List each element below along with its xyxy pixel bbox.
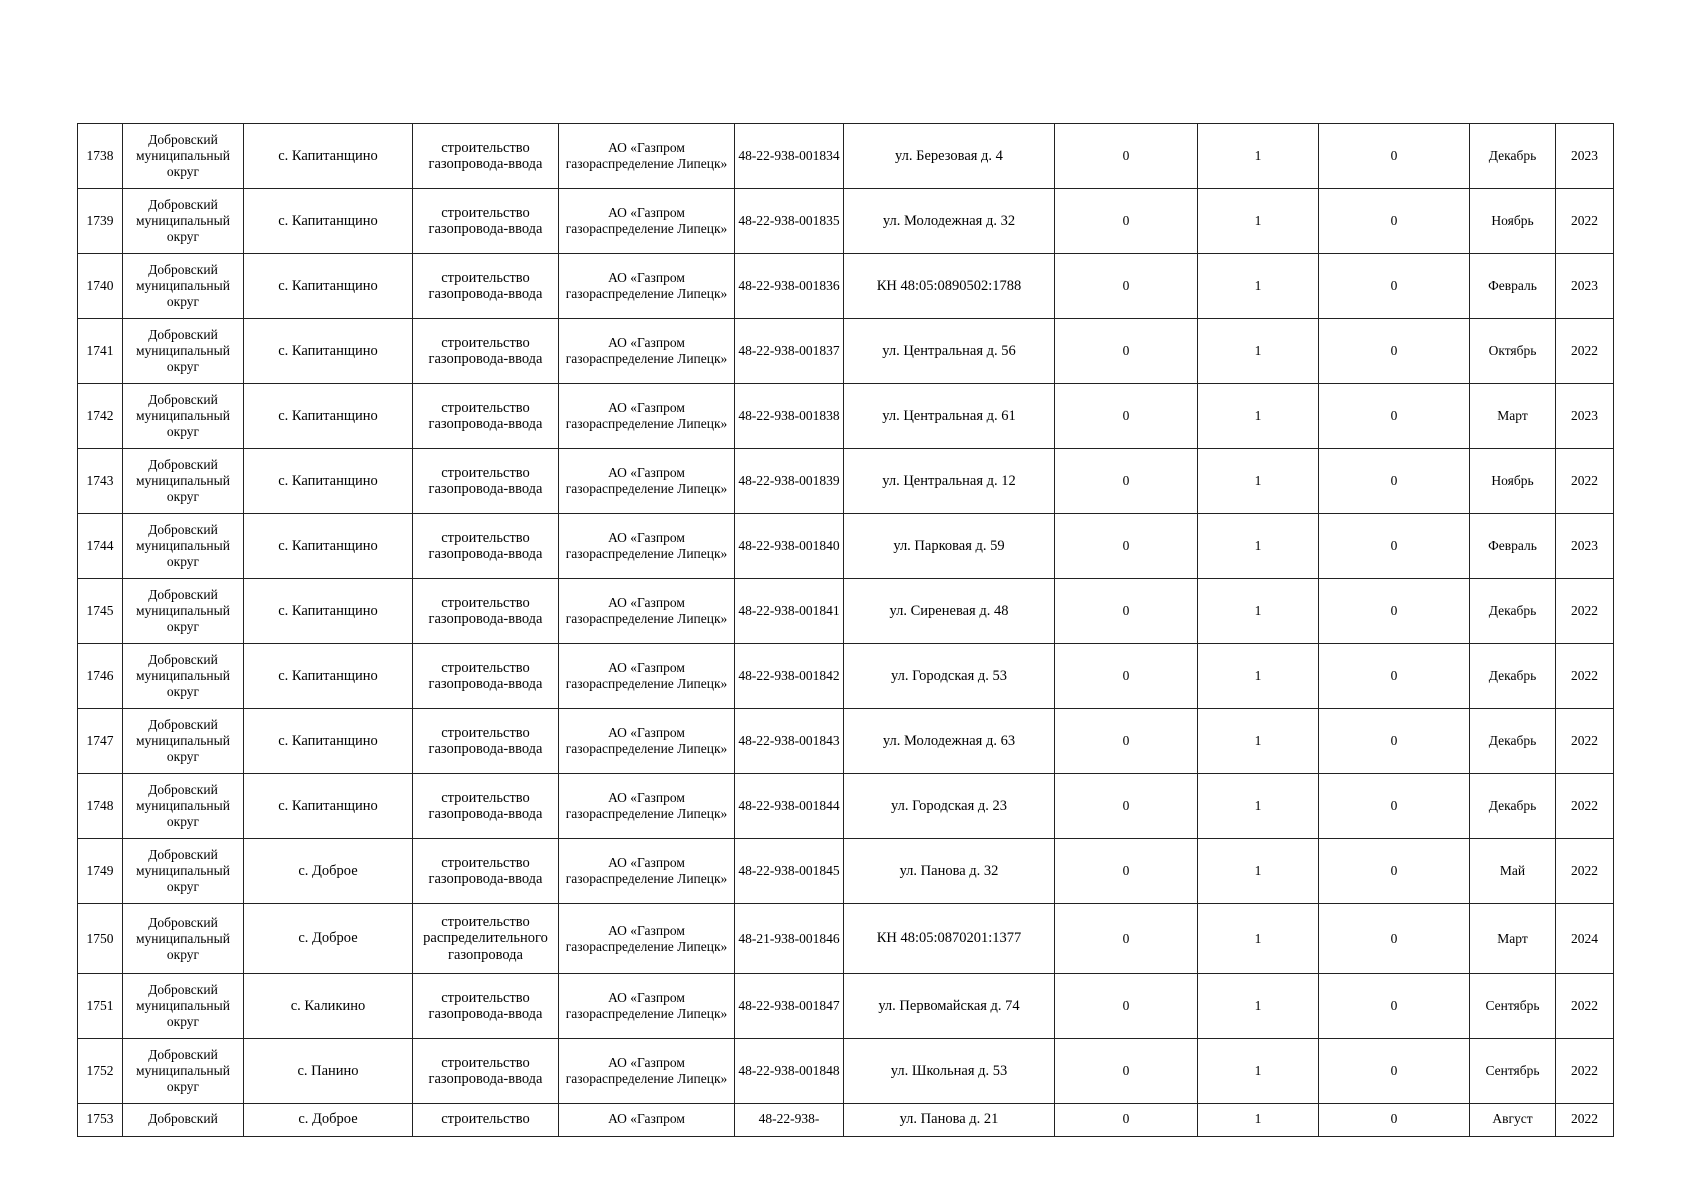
- cell-value-1: 0: [1055, 1039, 1198, 1104]
- cell-settlement: с. Капитанщино: [244, 189, 413, 254]
- cell-year: 2023: [1556, 514, 1614, 579]
- cell-object-code: 48-22-938-001843: [735, 709, 844, 774]
- cell-district: Добровский муниципальный округ: [123, 124, 244, 189]
- cell-month: Март: [1470, 384, 1556, 449]
- cell-month: Февраль: [1470, 254, 1556, 319]
- cell-year: 2023: [1556, 124, 1614, 189]
- cell-organization: АО «Газпром газораспределение Липецк»: [559, 384, 735, 449]
- cell-settlement: с. Капитанщино: [244, 384, 413, 449]
- cell-year: 2022: [1556, 709, 1614, 774]
- cell-month: Август: [1470, 1104, 1556, 1137]
- cell-value-3: 0: [1319, 839, 1470, 904]
- table-row: [78, 124, 1614, 189]
- cell-organization: АО «Газпром газораспределение Липецк»: [559, 254, 735, 319]
- cell-year: 2022: [1556, 974, 1614, 1039]
- cell-number: 1738: [78, 124, 123, 189]
- cell-value-3: 0: [1319, 974, 1470, 1039]
- cell-year: 2022: [1556, 1104, 1614, 1137]
- cell-organization: АО «Газпром газораспределение Липецк»: [559, 514, 735, 579]
- cell-number: 1743: [78, 449, 123, 514]
- cell-work-type: строительство газопровода-ввода: [413, 644, 559, 709]
- cell-object-code: 48-22-938-001839: [735, 449, 844, 514]
- cell-work-type: строительство газопровода-ввода: [413, 839, 559, 904]
- cell-value-1: 0: [1055, 514, 1198, 579]
- table-row: [78, 709, 1614, 774]
- table-row: [78, 1039, 1614, 1104]
- cell-object-code: 48-22-938-001848: [735, 1039, 844, 1104]
- cell-district: Добровский муниципальный округ: [123, 1039, 244, 1104]
- cell-number: 1741: [78, 319, 123, 384]
- cell-value-1: 0: [1055, 124, 1198, 189]
- cell-district: Добровский муниципальный округ: [123, 579, 244, 644]
- cell-value-3: 0: [1319, 709, 1470, 774]
- cell-address: ул. Первомайская д. 74: [844, 974, 1055, 1039]
- cell-work-type: строительство газопровода-ввода: [413, 774, 559, 839]
- cell-settlement: с. Капитанщино: [244, 449, 413, 514]
- table-row: [78, 644, 1614, 709]
- cell-settlement: с. Капитанщино: [244, 124, 413, 189]
- cell-address: ул. Центральная д. 61: [844, 384, 1055, 449]
- cell-address: КН 48:05:0870201:1377: [844, 904, 1055, 974]
- cell-settlement: с. Каликино: [244, 974, 413, 1039]
- cell-value-2: 1: [1198, 904, 1319, 974]
- cell-address: ул. Парковая д. 59: [844, 514, 1055, 579]
- table-row: [78, 254, 1614, 319]
- cell-month: Ноябрь: [1470, 189, 1556, 254]
- cell-year: 2022: [1556, 839, 1614, 904]
- cell-object-code: 48-22-938-001841: [735, 579, 844, 644]
- table-row: [78, 384, 1614, 449]
- cell-number: 1742: [78, 384, 123, 449]
- cell-address: ул. Городская д. 23: [844, 774, 1055, 839]
- table-row: [78, 774, 1614, 839]
- cell-value-1: 0: [1055, 384, 1198, 449]
- cell-value-3: 0: [1319, 514, 1470, 579]
- cell-settlement: с. Капитанщино: [244, 579, 413, 644]
- cell-district: Добровский муниципальный округ: [123, 254, 244, 319]
- cell-organization: АО «Газпром газораспределение Липецк»: [559, 449, 735, 514]
- cell-value-1: 0: [1055, 319, 1198, 384]
- cell-settlement: с. Капитанщино: [244, 319, 413, 384]
- cell-object-code: 48-22-938-001847: [735, 974, 844, 1039]
- cell-district: Добровский муниципальный округ: [123, 449, 244, 514]
- cell-district: Добровский муниципальный округ: [123, 709, 244, 774]
- cell-object-code: 48-22-938-001837: [735, 319, 844, 384]
- cell-value-3: 0: [1319, 254, 1470, 319]
- cell-year: 2023: [1556, 384, 1614, 449]
- cell-settlement: с. Доброе: [244, 839, 413, 904]
- cell-value-2: 1: [1198, 1039, 1319, 1104]
- cell-month: Октябрь: [1470, 319, 1556, 384]
- cell-value-1: 0: [1055, 254, 1198, 319]
- cell-month: Март: [1470, 904, 1556, 974]
- table-row: [78, 839, 1614, 904]
- cell-settlement: с. Капитанщино: [244, 514, 413, 579]
- cell-work-type: строительство газопровода-ввода: [413, 1039, 559, 1104]
- cell-value-2: 1: [1198, 1104, 1319, 1137]
- cell-value-2: 1: [1198, 319, 1319, 384]
- cell-settlement: с. Доброе: [244, 1104, 413, 1137]
- cell-value-3: 0: [1319, 579, 1470, 644]
- cell-object-code: 48-22-938-001845: [735, 839, 844, 904]
- cell-value-2: 1: [1198, 514, 1319, 579]
- cell-value-3: 0: [1319, 904, 1470, 974]
- cell-number: 1750: [78, 904, 123, 974]
- cell-work-type: строительство распределительного газопровода: [413, 904, 559, 974]
- cell-month: Сентябрь: [1470, 1039, 1556, 1104]
- table-row: [78, 904, 1614, 974]
- cell-settlement: с. Панино: [244, 1039, 413, 1104]
- cell-address: ул. Центральная д. 56: [844, 319, 1055, 384]
- cell-number: 1744: [78, 514, 123, 579]
- cell-value-2: 1: [1198, 579, 1319, 644]
- cell-number: 1752: [78, 1039, 123, 1104]
- cell-value-1: 0: [1055, 644, 1198, 709]
- cell-work-type: строительство газопровода-ввода: [413, 124, 559, 189]
- cell-settlement: с. Доброе: [244, 904, 413, 974]
- table-body: [78, 124, 1614, 1137]
- cell-value-2: 1: [1198, 644, 1319, 709]
- cell-value-3: 0: [1319, 124, 1470, 189]
- table-row: [78, 449, 1614, 514]
- cell-year: 2024: [1556, 904, 1614, 974]
- table-row: [78, 579, 1614, 644]
- cell-number: 1745: [78, 579, 123, 644]
- cell-value-3: 0: [1319, 774, 1470, 839]
- cell-number: 1751: [78, 974, 123, 1039]
- cell-value-2: 1: [1198, 124, 1319, 189]
- cell-value-3: 0: [1319, 1104, 1470, 1137]
- table-row: [78, 974, 1614, 1039]
- cell-value-1: 0: [1055, 189, 1198, 254]
- cell-value-2: 1: [1198, 839, 1319, 904]
- table-row: [78, 514, 1614, 579]
- cell-value-1: 0: [1055, 1104, 1198, 1137]
- cell-number: 1748: [78, 774, 123, 839]
- cell-district: Добровский муниципальный округ: [123, 774, 244, 839]
- cell-value-2: 1: [1198, 974, 1319, 1039]
- cell-year: 2023: [1556, 254, 1614, 319]
- cell-month: Декабрь: [1470, 644, 1556, 709]
- cell-value-3: 0: [1319, 449, 1470, 514]
- cell-district: Добровский муниципальный округ: [123, 189, 244, 254]
- cell-address: КН 48:05:0890502:1788: [844, 254, 1055, 319]
- cell-year: 2022: [1556, 644, 1614, 709]
- cell-address: ул. Школьная д. 53: [844, 1039, 1055, 1104]
- cell-value-2: 1: [1198, 384, 1319, 449]
- cell-district: Добровский муниципальный округ: [123, 384, 244, 449]
- cell-year: 2022: [1556, 579, 1614, 644]
- cell-number: 1739: [78, 189, 123, 254]
- cell-month: Декабрь: [1470, 579, 1556, 644]
- cell-district: Добровский муниципальный округ: [123, 839, 244, 904]
- cell-organization: АО «Газпром газораспределение Липецк»: [559, 904, 735, 974]
- cell-month: Февраль: [1470, 514, 1556, 579]
- cell-number: 1746: [78, 644, 123, 709]
- cell-number: 1747: [78, 709, 123, 774]
- cell-object-code: 48-22-938-001836: [735, 254, 844, 319]
- cell-district: Добровский муниципальный округ: [123, 904, 244, 974]
- cell-organization: АО «Газпром газораспределение Липецк»: [559, 974, 735, 1039]
- cell-value-3: 0: [1319, 319, 1470, 384]
- cell-address: ул. Центральная д. 12: [844, 449, 1055, 514]
- cell-value-3: 0: [1319, 1039, 1470, 1104]
- cell-value-2: 1: [1198, 189, 1319, 254]
- cell-value-2: 1: [1198, 449, 1319, 514]
- cell-organization: АО «Газпром: [559, 1104, 735, 1137]
- cell-district: Добровский муниципальный округ: [123, 514, 244, 579]
- gasification-table: [77, 123, 1614, 1137]
- table-row: [78, 189, 1614, 254]
- cell-district: Добровский муниципальный округ: [123, 974, 244, 1039]
- cell-work-type: строительство газопровода-ввода: [413, 974, 559, 1039]
- cell-organization: АО «Газпром газораспределение Липецк»: [559, 839, 735, 904]
- cell-number: 1740: [78, 254, 123, 319]
- cell-address: ул. Березовая д. 4: [844, 124, 1055, 189]
- cell-value-1: 0: [1055, 904, 1198, 974]
- cell-object-code: 48-22-938-: [735, 1104, 844, 1137]
- cell-value-1: 0: [1055, 709, 1198, 774]
- cell-work-type: строительство газопровода-ввода: [413, 319, 559, 384]
- cell-object-code: 48-22-938-001834: [735, 124, 844, 189]
- cell-work-type: строительство газопровода-ввода: [413, 449, 559, 514]
- cell-value-1: 0: [1055, 449, 1198, 514]
- cell-organization: АО «Газпром газораспределение Липецк»: [559, 124, 735, 189]
- cell-work-type: строительство газопровода-ввода: [413, 709, 559, 774]
- cell-value-3: 0: [1319, 189, 1470, 254]
- cell-year: 2022: [1556, 189, 1614, 254]
- cell-settlement: с. Капитанщино: [244, 254, 413, 319]
- cell-address: ул. Сиреневая д. 48: [844, 579, 1055, 644]
- cell-organization: АО «Газпром газораспределение Липецк»: [559, 644, 735, 709]
- cell-year: 2022: [1556, 449, 1614, 514]
- cell-settlement: с. Капитанщино: [244, 709, 413, 774]
- cell-organization: АО «Газпром газораспределение Липецк»: [559, 319, 735, 384]
- cell-value-2: 1: [1198, 254, 1319, 319]
- cell-value-2: 1: [1198, 774, 1319, 839]
- cell-object-code: 48-22-938-001842: [735, 644, 844, 709]
- cell-district: Добровский муниципальный округ: [123, 319, 244, 384]
- cell-month: Май: [1470, 839, 1556, 904]
- cell-work-type: строительство газопровода-ввода: [413, 514, 559, 579]
- cell-number: 1749: [78, 839, 123, 904]
- cell-year: 2022: [1556, 1039, 1614, 1104]
- cell-month: Декабрь: [1470, 709, 1556, 774]
- cell-object-code: 48-21-938-001846: [735, 904, 844, 974]
- cell-address: ул. Молодежная д. 32: [844, 189, 1055, 254]
- cell-object-code: 48-22-938-001840: [735, 514, 844, 579]
- cell-number: 1753: [78, 1104, 123, 1137]
- cell-organization: АО «Газпром газораспределение Липецк»: [559, 1039, 735, 1104]
- cell-value-3: 0: [1319, 384, 1470, 449]
- cell-district: Добровский муниципальный округ: [123, 644, 244, 709]
- cell-address: ул. Молодежная д. 63: [844, 709, 1055, 774]
- cell-value-2: 1: [1198, 709, 1319, 774]
- cell-organization: АО «Газпром газораспределение Липецк»: [559, 774, 735, 839]
- cell-work-type: строительство газопровода-ввода: [413, 384, 559, 449]
- cell-settlement: с. Капитанщино: [244, 644, 413, 709]
- cell-organization: АО «Газпром газораспределение Липецк»: [559, 579, 735, 644]
- cell-organization: АО «Газпром газораспределение Липецк»: [559, 709, 735, 774]
- cell-object-code: 48-22-938-001838: [735, 384, 844, 449]
- cell-value-1: 0: [1055, 774, 1198, 839]
- cell-year: 2022: [1556, 774, 1614, 839]
- cell-month: Декабрь: [1470, 124, 1556, 189]
- cell-organization: АО «Газпром газораспределение Липецк»: [559, 189, 735, 254]
- cell-work-type: строительство: [413, 1104, 559, 1137]
- cell-work-type: строительство газопровода-ввода: [413, 579, 559, 644]
- cell-address: ул. Панова д. 21: [844, 1104, 1055, 1137]
- cell-value-1: 0: [1055, 579, 1198, 644]
- cell-value-3: 0: [1319, 644, 1470, 709]
- cell-work-type: строительство газопровода-ввода: [413, 254, 559, 319]
- cell-address: ул. Городская д. 53: [844, 644, 1055, 709]
- cell-address: ул. Панова д. 32: [844, 839, 1055, 904]
- cell-value-1: 0: [1055, 839, 1198, 904]
- cell-month: Ноябрь: [1470, 449, 1556, 514]
- cell-district: Добровский: [123, 1104, 244, 1137]
- cell-object-code: 48-22-938-001835: [735, 189, 844, 254]
- cell-settlement: с. Капитанщино: [244, 774, 413, 839]
- table-row: [78, 319, 1614, 384]
- cell-object-code: 48-22-938-001844: [735, 774, 844, 839]
- cell-year: 2022: [1556, 319, 1614, 384]
- table-row: [78, 1104, 1614, 1137]
- cell-month: Декабрь: [1470, 774, 1556, 839]
- cell-value-1: 0: [1055, 974, 1198, 1039]
- cell-month: Сентябрь: [1470, 974, 1556, 1039]
- cell-work-type: строительство газопровода-ввода: [413, 189, 559, 254]
